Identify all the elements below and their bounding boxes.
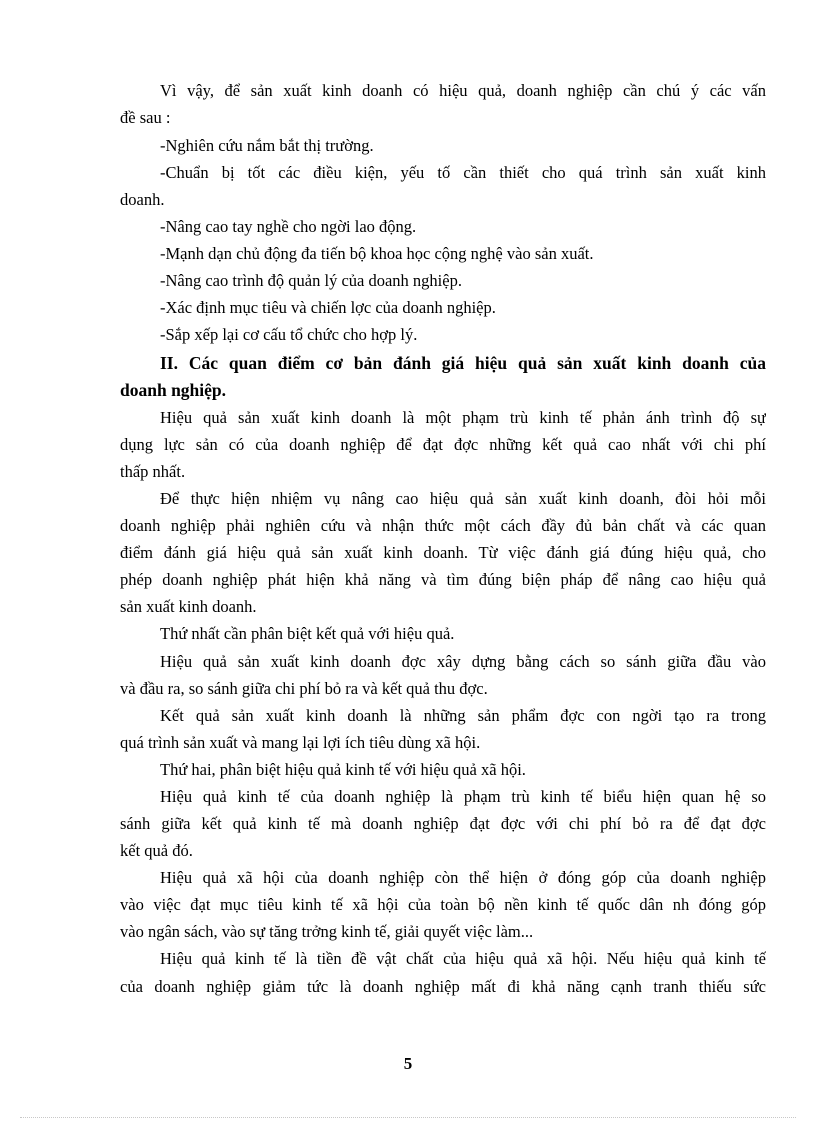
text-line: Vì vậy, để sản xuất kinh doanh có hiệu quả, doanh nghiệp cần chú ý các vấn xyxy=(160,81,766,100)
text-line: Thứ hai, phân biệt hiệu quả kinh tế với hiệu quả xã hội. xyxy=(160,760,526,779)
text-line: của doanh nghiệp giảm tức là doanh nghiệp mất đi khả năng cạnh tranh thiếu sức xyxy=(120,977,766,996)
text-line: -Nâng cao tay nghề cho ngời lao động. xyxy=(160,217,417,236)
page-number: 5 xyxy=(403,1054,413,1073)
text-line: Để thực hiện nhiệm vụ nâng cao hiệu quả sản xuất kinh doanh, đòi hỏi mỗi xyxy=(160,489,766,508)
text-line: -Chuẩn bị tốt các điều kiện, yếu tố cần thiết cho quá trình sản xuất kinh xyxy=(160,163,766,182)
text-line: -Xác định mục tiêu và chiến lợc của doanh nghiệp. xyxy=(160,298,496,317)
text-line: đề sau : xyxy=(120,108,171,127)
text-line: vào việc đạt mục tiêu kinh tế xã hội của toàn bộ nền kinh tế quốc dân nh đóng góp xyxy=(120,895,766,914)
text-line: doanh. xyxy=(120,190,165,209)
text-line: và đầu ra, so sánh giữa chi phí bỏ ra và kết quả thu đợc. xyxy=(120,679,488,698)
text-line: Hiệu quả kinh tế là tiền đề vật chất của hiệu quả xã hội. Nếu hiệu quả kinh tế xyxy=(160,949,766,968)
text-line: doanh nghiệp phải nghiên cứu và nhận thức một cách đầy đủ bản chất và các quan xyxy=(120,516,766,535)
text-line: dụng lực sản có của doanh nghiệp để đạt đợc những kết quả cao nhất với chi phí xyxy=(120,435,766,454)
text-line: quá trình sản xuất và mang lại lợi ích tiêu dùng xã hội. xyxy=(120,733,481,752)
section-heading: II. Các quan điểm cơ bản đánh giá hiệu quả sản xuất kinh doanh của xyxy=(160,353,766,373)
text-line: -Mạnh dạn chủ động đa tiến bộ khoa học cộng nghệ vào sản xuất. xyxy=(160,244,594,263)
text-line: điểm đánh giá hiệu quả sản xuất kinh doanh. Từ việc đánh giá đúng hiệu quả, cho xyxy=(120,543,766,562)
text-line: Kết quả sản xuất kinh doanh là những sản phẩm đợc con ngời tạo ra trong xyxy=(160,706,766,725)
text-line: Hiệu quả sản xuất kinh doanh đợc xây dựng bằng cách so sánh giữa đầu vào xyxy=(160,652,766,671)
text-line: Hiệu quả sản xuất kinh doanh là một phạm trù kinh tế phản ánh trình độ sự xyxy=(160,408,766,427)
text-line: Hiệu quả kinh tế của doanh nghiệp là phạm trù kinh tế biểu hiện quan hệ so xyxy=(160,787,766,806)
text-line: sánh giữa kết quả kinh tế mà doanh nghiệp đạt đợc với chi phí bỏ ra để đạt đợc xyxy=(120,814,766,833)
section-heading-continued: doanh nghiệp. xyxy=(120,380,227,400)
text-line: -Nghiên cứu nắm bắt thị trường. xyxy=(160,136,374,155)
text-line: vào ngân sách, vào sự tăng trởng kinh tế, giải quyết việc làm... xyxy=(120,922,534,941)
text-line: kết quả đó. xyxy=(120,841,193,860)
text-line: phép doanh nghiệp phát hiện khả năng và tìm đúng biện pháp để nâng cao hiệu quả xyxy=(120,570,766,589)
text-line: -Nâng cao trình độ quản lý của doanh nghiệp. xyxy=(160,271,462,290)
page-bottom-border xyxy=(20,1117,796,1118)
text-line: -Sắp xếp lại cơ cấu tổ chức cho hợp lý. xyxy=(160,325,418,344)
text-line: Hiệu quả xã hội của doanh nghiệp còn thể hiện ở đóng góp của doanh nghiệp xyxy=(160,868,766,887)
text-line: sản xuất kinh doanh. xyxy=(120,597,257,616)
text-line: thấp nhất. xyxy=(120,462,186,481)
text-line: Thứ nhất cần phân biệt kết quả với hiệu quả. xyxy=(160,624,455,643)
